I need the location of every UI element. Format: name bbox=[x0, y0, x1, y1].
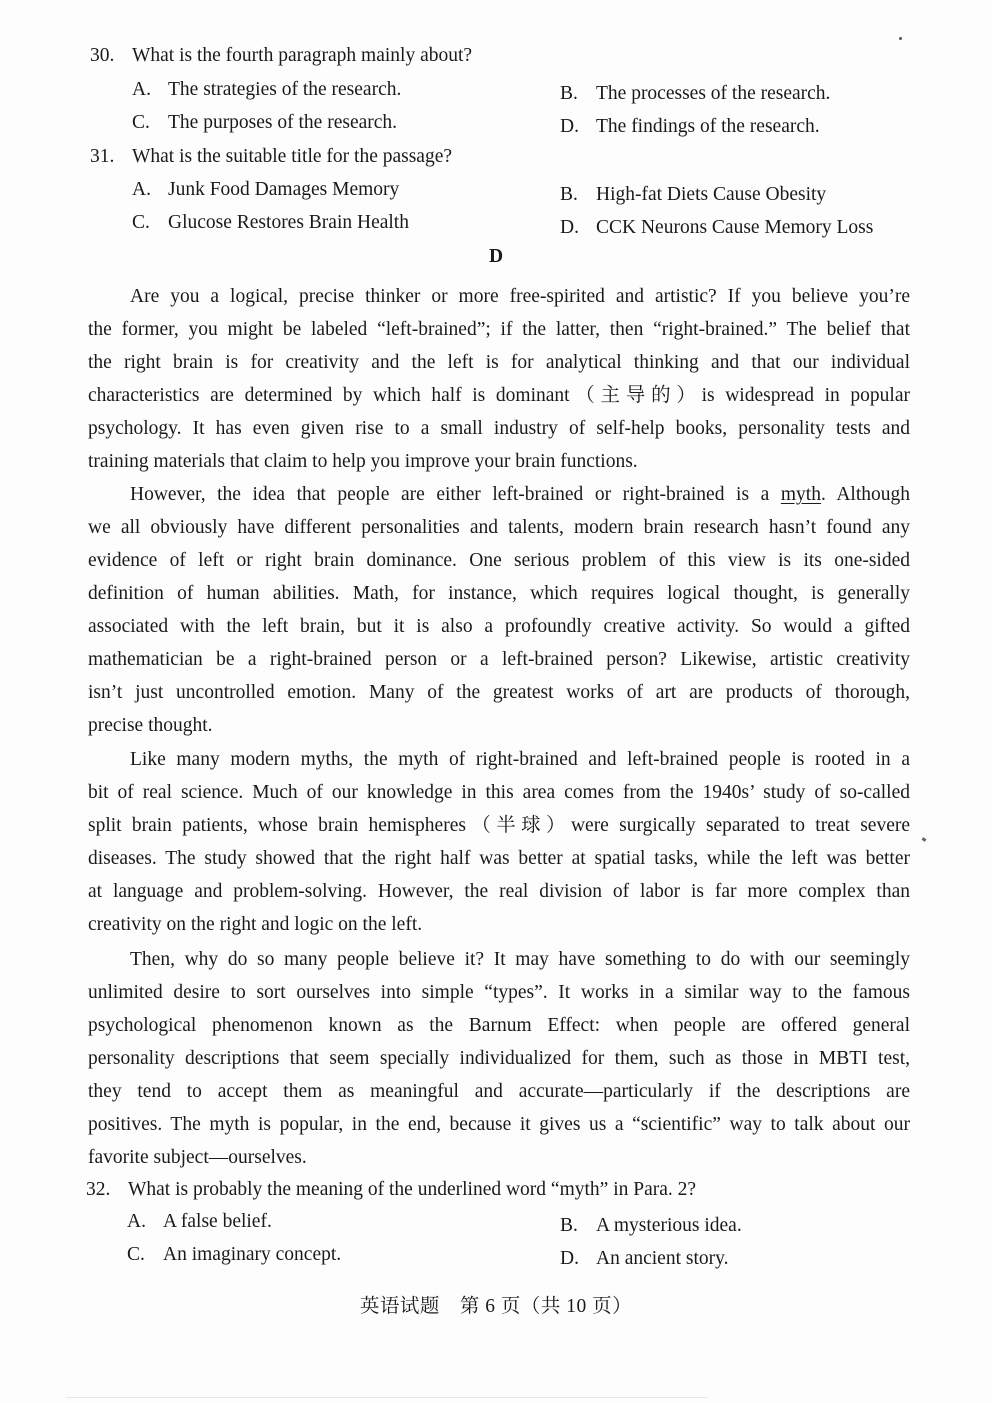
option-text: An ancient story. bbox=[596, 1248, 729, 1269]
text-line: we all obviously have different personalities and talents, modern brain research hasn’t found any bbox=[88, 517, 910, 538]
text-line: mathematician be a right-brained person or a left-brained person? Likewise, artistic creativity bbox=[88, 649, 910, 670]
scan-speck bbox=[899, 37, 902, 40]
option-text: A mysterious idea. bbox=[596, 1215, 742, 1236]
passage-paragraph-1 bbox=[88, 280, 910, 478]
question-number: 31. bbox=[90, 146, 115, 167]
text-line: the right brain is for creativity and the left is for analytical thinking and that our individual bbox=[88, 352, 910, 373]
text-line: they tend to accept them as meaningful and accurate—particularly if the descriptions are bbox=[88, 1081, 910, 1102]
underlined-word-myth: myth bbox=[780, 484, 821, 505]
q32-option-d[interactable] bbox=[560, 1247, 729, 1271]
question-31 bbox=[90, 145, 452, 169]
option-letter: B. bbox=[560, 184, 578, 205]
option-letter: D. bbox=[560, 1248, 579, 1269]
question-stem: What is probably the meaning of the underlined word “myth” in Para. 2? bbox=[128, 1179, 697, 1200]
page-footer: 英语试题 第 6 页（共 10 页） bbox=[359, 1296, 633, 1317]
option-letter: D. bbox=[560, 116, 579, 137]
option-letter: A. bbox=[132, 179, 151, 200]
option-letter: D. bbox=[560, 217, 579, 238]
text-line: personality descriptions that seem specially individualized for them, such as those in MBTI test, bbox=[88, 1048, 910, 1069]
q31-option-c[interactable] bbox=[132, 211, 409, 235]
q32-option-a[interactable] bbox=[127, 1210, 272, 1234]
scan-edge-line bbox=[66, 1397, 708, 1398]
text-line: the former, you might be labeled “left-brained”; if the latter, then “right-brained.” The belief that bbox=[88, 319, 910, 340]
question-number: 32. bbox=[86, 1179, 111, 1200]
q30-option-a[interactable] bbox=[132, 78, 401, 102]
option-text: An imaginary concept. bbox=[163, 1244, 342, 1265]
text-segment: However, the idea that people are either left-brained or right-brained is a bbox=[130, 484, 781, 505]
option-text: A false belief. bbox=[163, 1211, 272, 1232]
text-line: evidence of left or right brain dominance. One serious problem of this view is its one-sided bbox=[88, 550, 910, 571]
text-line: isn’t just uncontrolled emotion. Many of the greatest works of art are products of thorough, bbox=[88, 682, 910, 703]
text-line: training materials that claim to help you improve your brain functions. bbox=[88, 451, 638, 472]
option-letter: A. bbox=[132, 79, 151, 100]
option-letter: C. bbox=[132, 112, 150, 133]
q32-option-c[interactable] bbox=[127, 1243, 341, 1267]
option-text: The processes of the research. bbox=[596, 83, 831, 104]
text-line: characteristics are determined by which half is dominant（主导的）is widespread in popular bbox=[88, 385, 910, 406]
option-text: High-fat Diets Cause Obesity bbox=[596, 184, 827, 205]
option-letter: C. bbox=[127, 1244, 145, 1265]
text-line: unlimited desire to sort ourselves into simple “types”. It works in a similar way to the famous bbox=[88, 982, 910, 1003]
option-letter: C. bbox=[132, 212, 150, 233]
question-30 bbox=[90, 44, 472, 68]
text-segment: . Although bbox=[820, 484, 910, 505]
text-line: favorite subject—ourselves. bbox=[88, 1147, 307, 1168]
passage-paragraph-4 bbox=[88, 943, 910, 1174]
text-line: bit of real science. Much of our knowledge in this area comes from the 1940s’ study of so-called bbox=[88, 782, 910, 803]
text-line: associated with the left brain, but it is also a profoundly creative activity. So would a gifted bbox=[88, 616, 910, 637]
option-letter: A. bbox=[127, 1211, 146, 1232]
q31-option-a[interactable] bbox=[132, 178, 399, 202]
text-line: precise thought. bbox=[88, 715, 213, 736]
question-stem: What is the suitable title for the passage? bbox=[132, 146, 453, 167]
question-32 bbox=[86, 1178, 696, 1202]
q31-option-d[interactable] bbox=[560, 216, 873, 240]
text-line: split brain patients, whose brain hemispheres（半球）were surgically separated to treat severe bbox=[88, 815, 910, 836]
q32-option-b[interactable] bbox=[560, 1214, 742, 1238]
text-line bbox=[88, 478, 910, 511]
text-line: Are you a logical, precise thinker or more free-spirited and artistic? If you believe you’re bbox=[130, 286, 910, 307]
option-text: Junk Food Damages Memory bbox=[168, 179, 400, 200]
passage-paragraph-3 bbox=[88, 743, 910, 941]
q30-option-d[interactable] bbox=[560, 115, 820, 139]
option-text: CCK Neurons Cause Memory Loss bbox=[596, 217, 874, 238]
question-stem: What is the fourth paragraph mainly about? bbox=[132, 45, 473, 66]
scan-mark bbox=[922, 837, 927, 842]
text-line: definition of human abilities. Math, for instance, which requires logical thought, is generally bbox=[88, 583, 910, 604]
option-text: The findings of the research. bbox=[596, 116, 820, 137]
question-number: 30. bbox=[90, 45, 115, 66]
text-line: creativity on the right and logic on the left. bbox=[88, 914, 423, 935]
text-line: Then, why do so many people believe it? It may have something to do with our seemingly bbox=[130, 949, 910, 970]
section-title: D bbox=[488, 246, 504, 267]
option-letter: B. bbox=[560, 83, 578, 104]
text-line: diseases. The study showed that the right half was better at spatial tasks, while the left was better bbox=[88, 848, 910, 869]
text-line: at language and problem-solving. However, the real division of labor is far more complex than bbox=[88, 881, 910, 902]
text-line: positives. The myth is popular, in the end, because it gives us a “scientific” way to talk about our bbox=[88, 1114, 910, 1135]
text-line: psychology. It has even given rise to a small industry of self-help books, personality tests and bbox=[88, 418, 910, 439]
passage-paragraph-2 bbox=[88, 478, 910, 742]
option-text: Glucose Restores Brain Health bbox=[168, 212, 409, 233]
text-line: psychological phenomenon known as the Barnum Effect: when people are offered general bbox=[88, 1015, 910, 1036]
option-text: The purposes of the research. bbox=[168, 112, 398, 133]
q30-option-b[interactable] bbox=[560, 82, 830, 106]
option-letter: B. bbox=[560, 1215, 578, 1236]
q31-option-b[interactable] bbox=[560, 183, 826, 207]
q30-option-c[interactable] bbox=[132, 111, 397, 135]
option-text: The strategies of the research. bbox=[168, 79, 402, 100]
text-line: Like many modern myths, the myth of right-brained and left-brained people is rooted in a bbox=[130, 749, 910, 770]
